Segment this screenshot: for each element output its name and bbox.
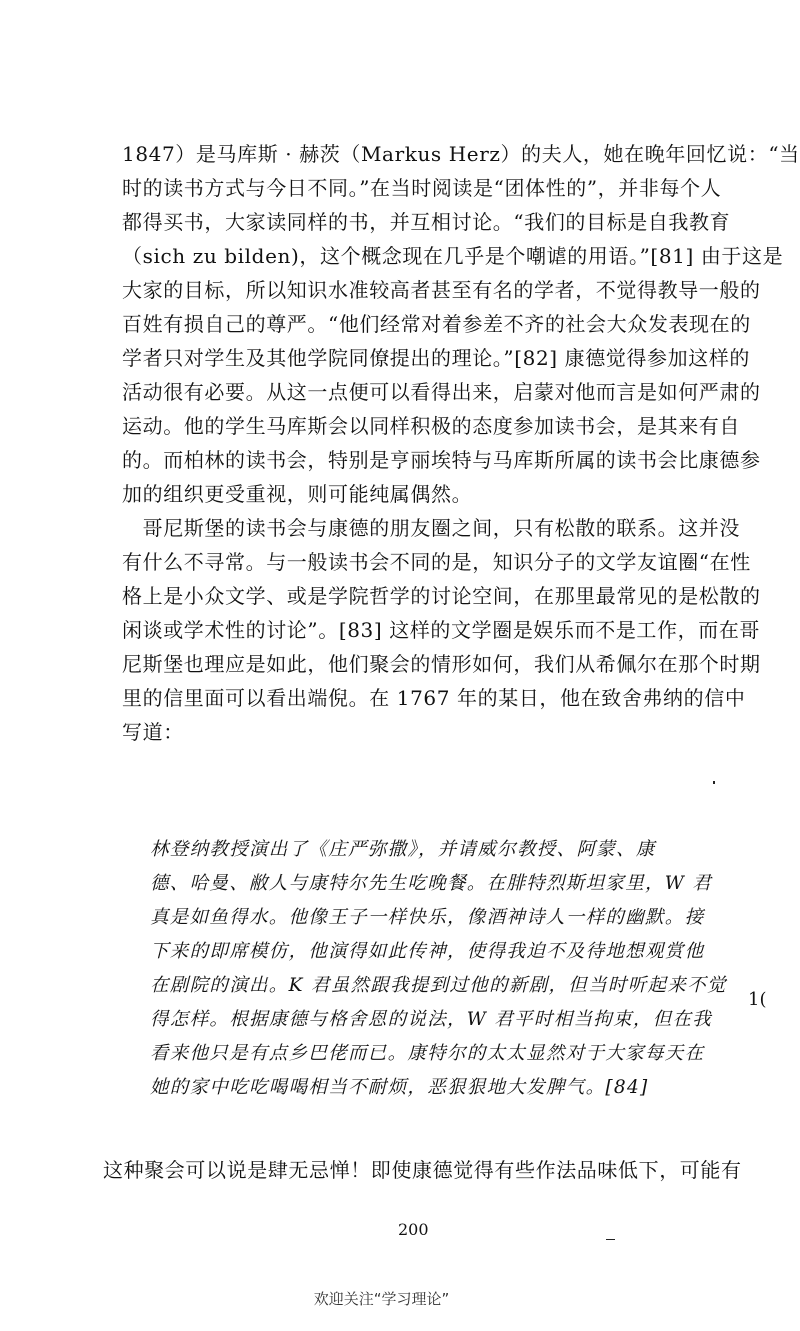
block-quote-line: 看来他只是有点乡巴佬而已。康特尔的太太显然对于大家每天在 <box>150 1043 705 1064</box>
block-quote-line: 得怎样。根据康德与格舍恩的说法，W 君平时相当拘束，但在我 <box>150 1009 713 1030</box>
body-text-line: 都得买书，大家读同样的书，并互相讨论。“我们的目标是自我教育 <box>122 210 731 234</box>
block-quote-line: 下来的即席模仿，他演得如此传神，使得我迫不及待地想观赏他 <box>150 941 705 962</box>
footer-watermark-text: 欢迎关注“学习理论” <box>313 1290 450 1308</box>
body-text-line: 里的信里面可以看出端倪。在 1767 年的某日，他在致舍弗纳的信中 <box>122 686 746 710</box>
block-quote-line: 德、哈曼、敝人与康特尔先生吃晚餐。在腓特烈斯坦家里，W 君 <box>150 873 713 894</box>
block-quote-line: 在剧院的演出。K 君虽然跟我提到过他的新剧，但当时听起来不觉 <box>150 975 727 996</box>
body-text-line: 百姓有损自己的尊严。“他们经常对着参差不齐的社会大众发表现在的 <box>122 312 751 336</box>
body-text-line: 的。而柏林的读书会，特别是亨丽埃特与马库斯所属的读书会比康德参 <box>122 448 761 472</box>
continuation-text-line: 这种聚会可以说是肆无忌惮！即使康德觉得有些作法品味低下，可能有 <box>103 1158 742 1182</box>
scan-speck <box>713 781 715 784</box>
body-text-line: 运动。他的学生马库斯会以同样积极的态度参加读书会，是其来有自 <box>122 414 740 438</box>
margin-mark: 1( <box>748 989 767 1010</box>
body-text-line: 大家的目标，所以知识水准较高者甚至有名的学者，不觉得教导一般的 <box>122 278 761 302</box>
body-text-line: 活动很有必要。从这一点便可以看得出来，启蒙对他而言是如何严肃的 <box>122 380 761 404</box>
block-quote-line: 她的家中吃吃喝喝相当不耐烦，恶狠狠地大发脾气。[84] <box>150 1077 649 1098</box>
page-number: 200 <box>398 1220 429 1239</box>
body-text-line: 有什么不寻常。与一般读书会不同的是，知识分子的文学友谊圈“在性 <box>122 550 751 574</box>
body-text-line: 1847）是马库斯 · 赫茨（Markus Herz）的夫人，她在晚年回忆说：“当 <box>122 142 800 166</box>
body-text-line: 时的读书方式与今日不同。”在当时阅读是“团体性的”，并非每个人 <box>122 176 722 200</box>
block-quote-line: 真是如鱼得水。他像王子一样快乐，像酒神诗人一样的幽默。接 <box>150 907 705 928</box>
body-text-line: 闲谈或学术性的讨论”。[83] 这样的文学圈是娱乐而不是工作，而在哥 <box>122 618 761 642</box>
body-text-line: 写道： <box>122 720 184 744</box>
body-text-line: 格上是小众文学、或是学院哲学的讨论空间，在那里最常见的是松散的 <box>122 584 761 608</box>
body-text-line: 加的组织更受重视，则可能纯属偶然。 <box>122 482 473 506</box>
body-text-line: 学者只对学生及其他学院同僚提出的理论。”[82] 康德觉得参加这样的 <box>122 346 751 370</box>
body-text-line: 哥尼斯堡的读书会与康德的朋友圈之间，只有松散的联系。这并没 <box>122 516 740 540</box>
scan-speck <box>606 1239 615 1240</box>
block-quote-line: 林登纳教授演出了《庄严弥撒》，并请威尔教授、阿蒙、康 <box>150 839 656 860</box>
body-text-line: （sich zu bilden)，这个概念现在几乎是个嘲谑的用语。”[81] 由于这是 <box>122 244 784 268</box>
body-text-line: 尼斯堡也理应是如此，他们聚会的情形如何，我们从希佩尔在那个时期 <box>122 652 761 676</box>
